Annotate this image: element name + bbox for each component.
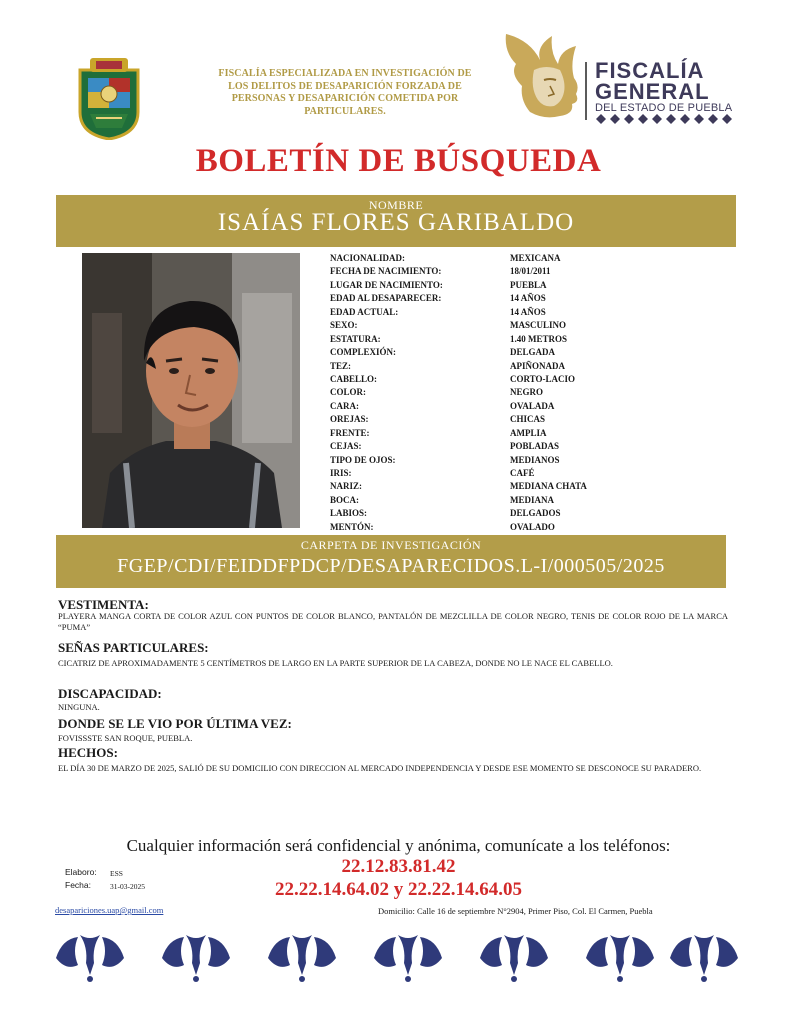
distinguishing-marks-text: CICATRIZ DE APROXIMADAMENTE 5 CENTÍMETROS DE LARGO EN LA PARTE SUPERIOR DE LA CABEZA, DONDE NO LE NACE EL CABELLO. bbox=[58, 658, 613, 668]
detail-value: CORTO-LACIO bbox=[510, 373, 576, 384]
detail-row bbox=[330, 360, 630, 373]
facts-text: EL DÍA 30 DE MARZO DE 2025, SALIÓ DE SU DOMICILIO CON DIRECCION AL MERCADO INDEPENDENCIA Y DESDE ESE MOMENTO SE DESCONOCE SU PARADERO. bbox=[58, 763, 702, 773]
detail-value: DELGADA bbox=[510, 347, 556, 358]
detail-row bbox=[330, 333, 630, 346]
contact-email-link[interactable]: desapariciones.uap@gmail.com bbox=[55, 905, 164, 915]
detail-label: SEXO: bbox=[330, 320, 358, 331]
detail-row bbox=[330, 292, 630, 305]
logo-subtitle: DEL ESTADO DE PUEBLA bbox=[595, 102, 733, 114]
general-logo-word: GENERAL bbox=[595, 79, 710, 104]
logo-ornament-icon bbox=[594, 114, 740, 124]
detail-label: TIPO DE OJOS: bbox=[330, 454, 396, 465]
detail-row bbox=[330, 480, 630, 493]
agency-name bbox=[210, 68, 480, 118]
contact-statement: Cualquier información será confidencial y anónima, comunícate a los teléfonos: bbox=[126, 836, 671, 855]
detail-label: CABELLO: bbox=[330, 373, 378, 384]
logo-divider bbox=[585, 62, 587, 120]
detail-row bbox=[330, 386, 630, 399]
detail-row bbox=[330, 265, 630, 278]
detail-label: FRENTE: bbox=[330, 427, 370, 438]
detail-value: OVALADO bbox=[510, 521, 555, 532]
detail-value: DELGADOS bbox=[510, 508, 561, 519]
case-file-label: CARPETA DE INVESTIGACIÓN bbox=[300, 538, 482, 552]
detail-label: FECHA DE NACIMIENTO: bbox=[330, 266, 442, 277]
detail-value: 14 AÑOS bbox=[510, 306, 546, 317]
detail-label: LUGAR DE NACIMIENTO: bbox=[330, 279, 443, 290]
last-seen-text: FOVISSSTE SAN ROQUE, PUEBLA. bbox=[58, 733, 193, 743]
detail-value: MEDIANOS bbox=[510, 454, 560, 465]
detail-value: MEDIANA bbox=[510, 494, 554, 505]
date-label: Fecha: bbox=[65, 880, 91, 890]
detail-label: COLOR: bbox=[330, 387, 366, 398]
physical-description-list bbox=[330, 252, 630, 534]
prepared-by-value: ESS bbox=[110, 869, 123, 878]
puebla-state-seal-icon bbox=[76, 56, 142, 140]
talavera-ornament-icon bbox=[50, 933, 750, 983]
case-file-number: FGEP/CDI/FEIDDFPDCP/DESAPARECIDOS.L-I/000505/2025 bbox=[117, 555, 665, 577]
detail-row bbox=[330, 454, 630, 467]
detail-row bbox=[330, 279, 630, 292]
facts-heading: HECHOS: bbox=[58, 745, 118, 760]
person-name: ISAÍAS FLORES GARIBALDO bbox=[217, 209, 575, 236]
agency-line: PERSONAS Y DESAPARICIÓN COMETIDA POR bbox=[231, 93, 459, 104]
detail-label: OREJAS: bbox=[330, 414, 369, 425]
bulletin-title: BOLETÍN DE BÚSQUEDA bbox=[195, 143, 602, 179]
detail-row bbox=[330, 494, 630, 507]
date-value: 31-03-2025 bbox=[110, 882, 145, 891]
detail-label: MENTÓN: bbox=[330, 521, 374, 532]
clothing-heading: VESTIMENTA: bbox=[58, 597, 149, 612]
fiscalia-head-logo-icon bbox=[500, 30, 590, 122]
detail-label: ESTATURA: bbox=[330, 333, 381, 344]
detail-value: AMPLIA bbox=[510, 427, 547, 438]
agency-line: LOS DELITOS DE DESAPARICIÓN FORZADA DE bbox=[228, 80, 462, 92]
detail-label: CARA: bbox=[330, 400, 359, 411]
disability-heading: DISCAPACIDAD: bbox=[58, 686, 162, 701]
detail-value: CHICAS bbox=[510, 414, 546, 425]
detail-row bbox=[330, 373, 630, 386]
detail-label: TEZ: bbox=[330, 360, 352, 371]
detail-value: OVALADA bbox=[510, 400, 555, 411]
agency-line: PARTICULARES. bbox=[304, 105, 386, 117]
detail-row bbox=[330, 507, 630, 520]
detail-label: NACIONALIDAD: bbox=[330, 253, 406, 263]
phone-numbers[interactable]: 22.22.14.64.02 y 22.22.14.64.05 bbox=[275, 879, 522, 900]
clothing-text: PLAYERA MANGA CORTA DE COLOR AZUL CON PUNTOS DE COLOR BLANCO, PANTALÓN DE MEZCLILLA DE COLOR NEGRO, TENIS DE COLOR ROJO DE LA MARCA “PUMA” bbox=[58, 611, 728, 632]
detail-label: BOCA: bbox=[330, 494, 359, 505]
detail-row bbox=[330, 319, 630, 332]
detail-value: 1.40 METROS bbox=[510, 333, 568, 344]
detail-value: APIÑONADA bbox=[510, 360, 565, 371]
name-label: NOMBRE bbox=[368, 198, 424, 212]
detail-row bbox=[330, 400, 630, 413]
detail-value: MASCULINO bbox=[510, 320, 567, 331]
missing-person-photo bbox=[82, 253, 300, 528]
detail-value: 14 AÑOS bbox=[510, 293, 546, 304]
detail-row bbox=[330, 427, 630, 440]
detail-row bbox=[330, 306, 630, 319]
agency-line: FISCALÍA ESPECIALIZADA EN INVESTIGACIÓN DE bbox=[218, 68, 472, 79]
detail-label: IRIS: bbox=[330, 468, 352, 478]
prepared-by-label: Elaboro: bbox=[65, 867, 97, 877]
detail-label: NARIZ: bbox=[330, 481, 363, 492]
detail-value: CAFÉ bbox=[510, 468, 535, 478]
last-seen-heading: DONDE SE LE VIO POR ÚLTIMA VEZ: bbox=[58, 716, 292, 731]
detail-row bbox=[330, 467, 630, 480]
detail-label: EDAD AL DESAPARECER: bbox=[330, 293, 442, 304]
distinguishing-marks-heading: SEÑAS PARTICULARES: bbox=[58, 640, 209, 655]
fiscalia-logo-word: FISCALÍA bbox=[595, 58, 705, 83]
detail-row bbox=[330, 440, 630, 453]
detail-row bbox=[330, 346, 630, 359]
case-file-band bbox=[56, 535, 726, 588]
detail-label: COMPLEXIÓN: bbox=[330, 347, 396, 358]
office-address: Domicilio: Calle 16 de septiembre N°2904, Primer Piso, Col. El Carmen, Puebla bbox=[378, 906, 653, 916]
disability-text: NINGUNA. bbox=[58, 702, 100, 712]
detail-row bbox=[330, 521, 630, 534]
name-band bbox=[56, 195, 736, 247]
detail-value: NEGRO bbox=[510, 387, 544, 398]
detail-label: LABIOS: bbox=[330, 508, 368, 519]
phone-number[interactable]: 22.12.83.81.42 bbox=[341, 856, 456, 877]
detail-label: EDAD ACTUAL: bbox=[330, 306, 399, 317]
detail-row bbox=[330, 413, 630, 426]
detail-label: CEJAS: bbox=[330, 441, 362, 452]
detail-row bbox=[330, 252, 630, 265]
detail-value: POBLADAS bbox=[510, 441, 560, 452]
detail-value: MEDIANA CHATA bbox=[510, 481, 587, 492]
detail-value: 18/01/2011 bbox=[510, 266, 551, 277]
detail-value: PUEBLA bbox=[510, 279, 547, 290]
detail-value: MEXICANA bbox=[510, 253, 561, 263]
